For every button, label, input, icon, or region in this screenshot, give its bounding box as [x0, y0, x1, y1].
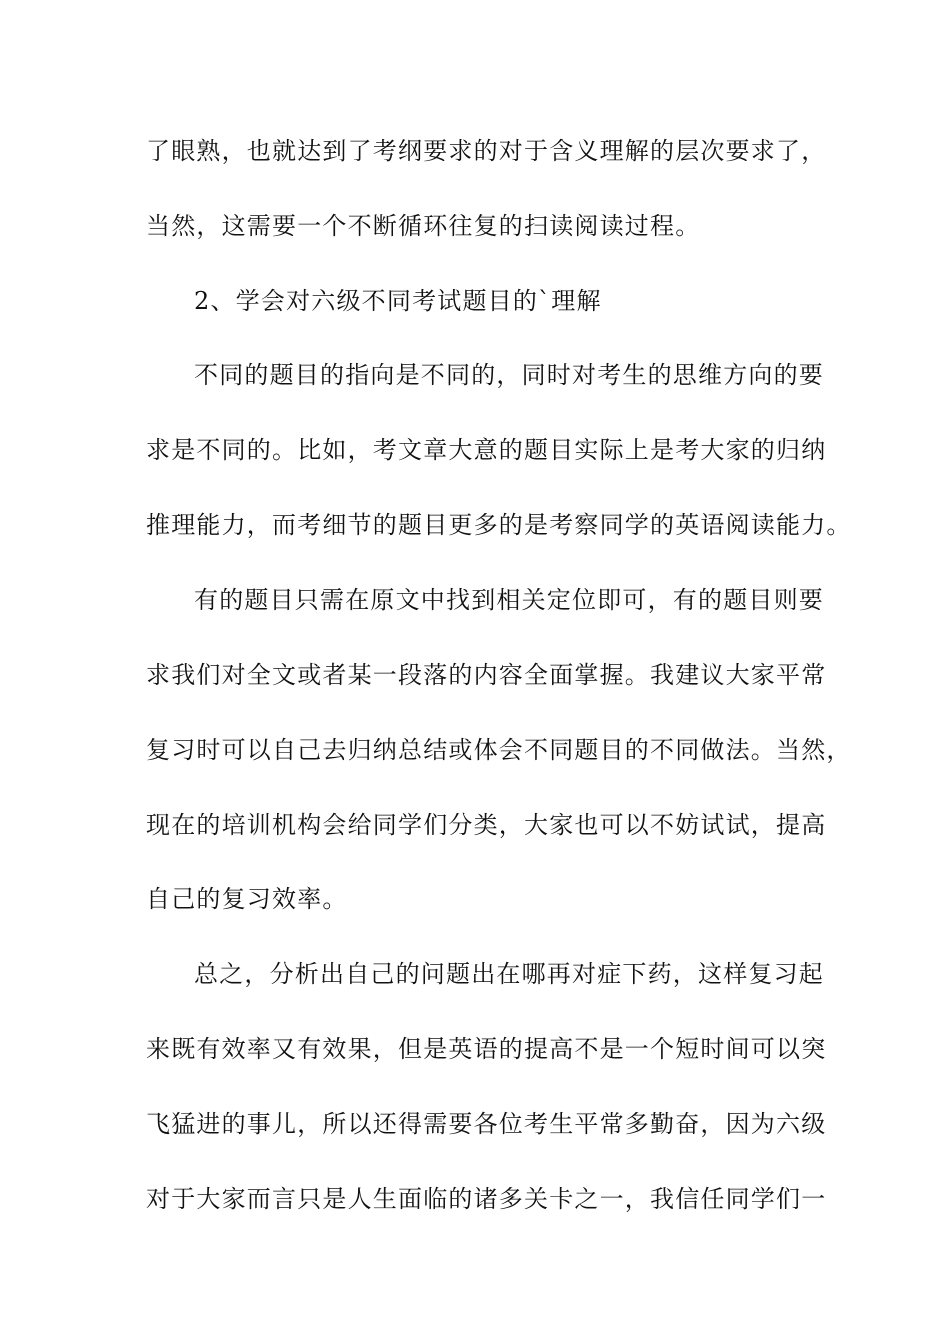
text-line: 有的题目只需在原文中找到相关定位即可，有的题目则要 [194, 586, 824, 614]
text-line: 复习时可以自己去归纳总结或体会不同题目的不同做法。当然， [146, 736, 852, 764]
text-line: 当然，这需要一个不断循环往复的扫读阅读过程。 [146, 212, 701, 240]
text-line: 总之，分析出自己的问题出在哪再对症下药，这样复习起 [194, 960, 824, 988]
text-line: 自己的复习效率。 [146, 885, 348, 913]
section-heading: 2、学会对六级不同考试题目的`理解 [194, 287, 602, 315]
text-line: 求是不同的。比如，考文章大意的题目实际上是考大家的归纳 [146, 436, 827, 464]
text-line: 来既有效率又有效果，但是英语的提高不是一个短时间可以突 [146, 1035, 827, 1063]
text-line: 了眼熟，也就达到了考纲要求的对于含义理解的层次要求了， [146, 137, 827, 165]
text-line: 现在的培训机构会给同学们分类，大家也可以不妨试试，提高 [146, 811, 827, 839]
text-line: 对于大家而言只是人生面临的诸多关卡之一，我信任同学们一 [146, 1185, 827, 1213]
text-line: 飞猛进的事儿，所以还得需要各位考生平常多勤奋，因为六级 [146, 1110, 827, 1138]
text-line: 求我们对全文或者某一段落的内容全面掌握。我建议大家平常 [146, 661, 827, 689]
text-line: 不同的题目的指向是不同的，同时对考生的思维方向的要 [194, 361, 824, 389]
text-line: 推理能力，而考细节的题目更多的是考察同学的英语阅读能力。 [146, 511, 852, 539]
